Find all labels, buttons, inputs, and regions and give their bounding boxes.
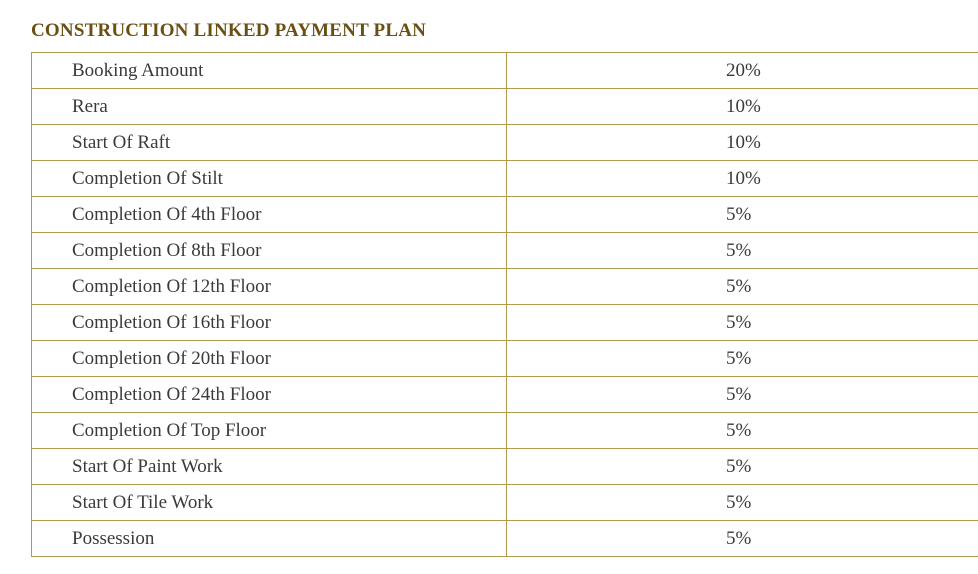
- stage-cell: Completion Of Top Floor: [32, 413, 507, 449]
- table-row: [32, 53, 978, 89]
- stage-cell: Completion Of 12th Floor: [32, 269, 507, 305]
- payment-plan-table: [31, 52, 978, 557]
- table-row: [32, 485, 978, 521]
- table-row: [32, 161, 978, 197]
- percent-cell: 5%: [507, 485, 978, 521]
- table-row: [32, 449, 978, 485]
- table-row: [32, 233, 978, 269]
- stage-cell: Start Of Raft: [32, 125, 507, 161]
- percent-cell: 5%: [507, 413, 978, 449]
- stage-cell: Completion Of 4th Floor: [32, 197, 507, 233]
- table-row: [32, 413, 978, 449]
- stage-cell: Completion Of 8th Floor: [32, 233, 507, 269]
- percent-cell: 5%: [507, 233, 978, 269]
- percent-cell: 5%: [507, 449, 978, 485]
- table-row: [32, 377, 978, 413]
- table-row: [32, 269, 978, 305]
- percent-cell: 5%: [507, 377, 978, 413]
- stage-cell: Completion Of 16th Floor: [32, 305, 507, 341]
- table-row: [32, 305, 978, 341]
- percent-cell: 5%: [507, 521, 978, 557]
- stage-cell: Start Of Paint Work: [32, 449, 507, 485]
- stage-cell: Start Of Tile Work: [32, 485, 507, 521]
- stage-cell: Completion Of Stilt: [32, 161, 507, 197]
- percent-cell: 5%: [507, 341, 978, 377]
- table-row: [32, 521, 978, 557]
- percent-cell: 20%: [507, 53, 978, 89]
- percent-cell: 10%: [507, 125, 978, 161]
- stage-cell: Booking Amount: [32, 53, 507, 89]
- stage-cell: Completion Of 20th Floor: [32, 341, 507, 377]
- table-row: [32, 197, 978, 233]
- percent-cell: 5%: [507, 269, 978, 305]
- stage-cell: Rera: [32, 89, 507, 125]
- percent-cell: 5%: [507, 305, 978, 341]
- percent-cell: 10%: [507, 161, 978, 197]
- percent-cell: 5%: [507, 197, 978, 233]
- percent-cell: 10%: [507, 89, 978, 125]
- table-row: [32, 341, 978, 377]
- stage-cell: Possession: [32, 521, 507, 557]
- table-row: [32, 89, 978, 125]
- table-row: [32, 125, 978, 161]
- stage-cell: Completion Of 24th Floor: [32, 377, 507, 413]
- page-title: CONSTRUCTION LINKED PAYMENT PLAN: [31, 20, 427, 41]
